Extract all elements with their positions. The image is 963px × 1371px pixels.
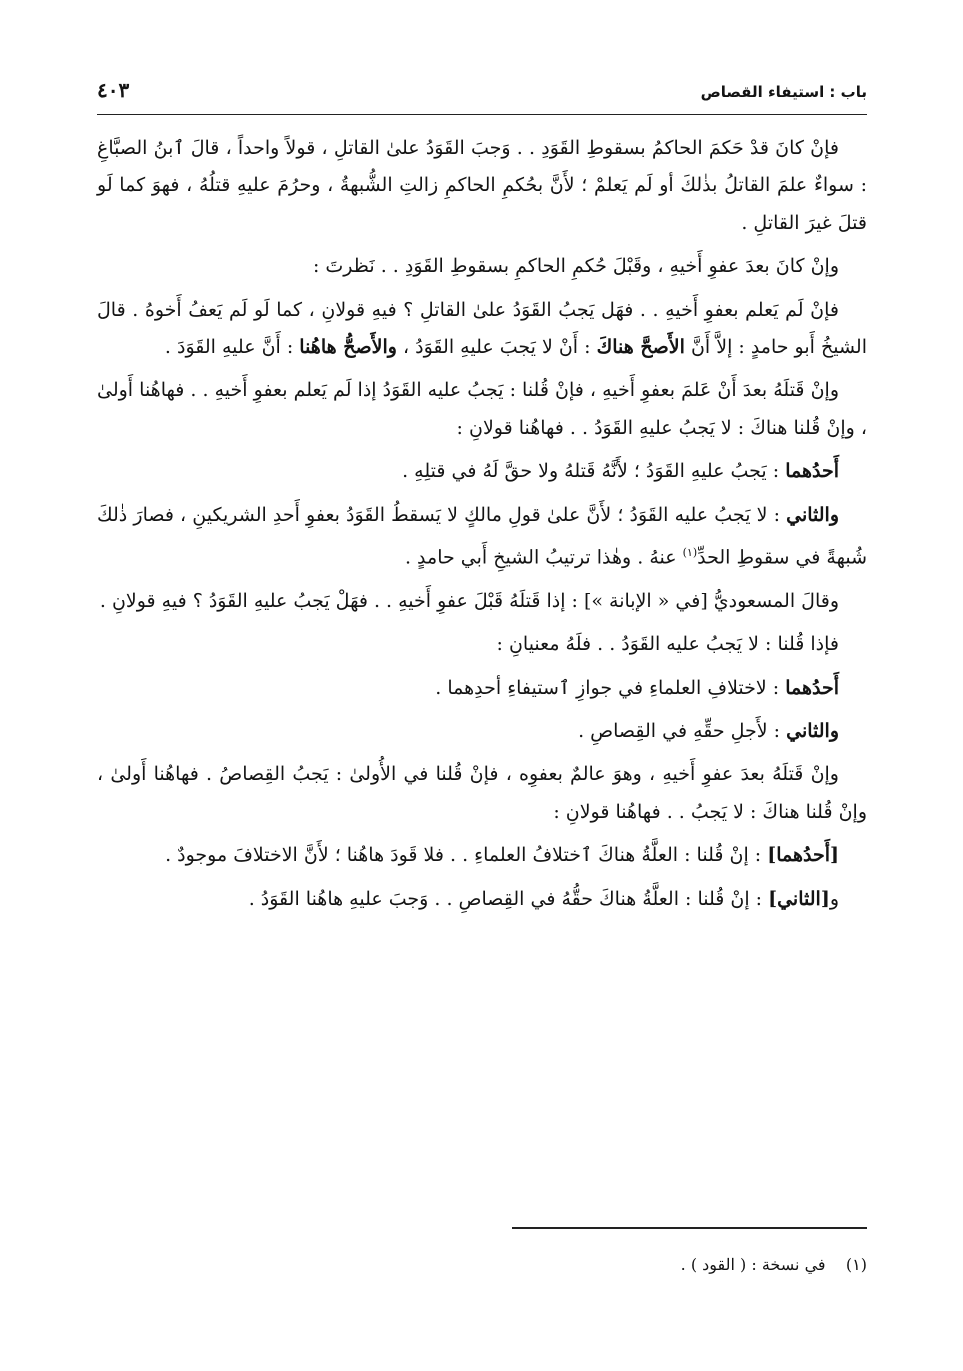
bold-term: أَحدُهما [785, 676, 839, 699]
paragraph-text: فإنْ لَم يَعلم بعفوِ أَخيهِ . . فهَل يَجبُ القَوَدُ علىٰ القاتلِ ؟ فيهِ قولانِ ، كما لَو لَم يَعفُ أَخوهُ . قالَ الشيخُ أَبو حامدٍ : إلاَّ أَنَّ [97, 298, 867, 359]
footnote-reference[interactable]: (١) [682, 546, 698, 560]
bold-term: والأَصحُّ هاهُنا [299, 336, 397, 359]
bold-term: الأَصحَّ هناكَ [596, 336, 685, 359]
paragraph [97, 837, 867, 874]
page-body [97, 130, 867, 918]
paragraph-text: : لا يَجبُ عليه القَوَدُ ؛ لأَنَّ علىٰ قولِ مالكٍ لا يَسقطُ القَوَدُ بعفوِ أَحدِ الشريكينِ ، فصارَ ذٰلكَ شُبهةً في سقوطِ الحدِّ [97, 503, 867, 569]
bold-term: [أَحدُهما] [767, 844, 839, 867]
header-rule [97, 114, 867, 115]
running-header [97, 78, 867, 112]
paragraph-with-bold [97, 292, 867, 367]
paragraph-text: : لاختلافِ العلماءِ في جوازِ ٱستيفاءِ أحدِهما . [435, 676, 786, 699]
paragraph-text: : إنْ قُلنا : العلَّةُ هناكَ ٱختلافُ العلماءِ . . فلا قَودَ هاهُنا ؛ لأَنَّ الاختلافَ موجودٌ . [165, 844, 768, 867]
bold-term: أَحدُهما [785, 460, 839, 483]
paragraph: وإنْ قَتلَهُ بعدَ عفوِ أَخيهِ ، وهوَ عالمٌ بعفوِه ، فإنْ قُلنا في الأُولىٰ : يَجبُ القِصاصُ . فهاهُنا أَولىٰ ، وإنْ قُلنا هناكَ : لا يَجبُ . . فهاهُنا قولانِ : [97, 763, 867, 823]
paragraph-text: : يَجبُ عليهِ القَوَدُ ؛ لأَنَّهُ قَتلهُ ولا حقَّ لَهُ في قتلِهِ . [402, 460, 786, 483]
bold-term: والثاني [786, 720, 839, 743]
bold-term: والثاني [786, 503, 839, 526]
paragraph [97, 713, 867, 750]
paragraph [97, 497, 867, 577]
footnote [681, 1253, 867, 1277]
footnote-marker: (١) [845, 1255, 867, 1274]
paragraph: فإذا قُلنا : لا يَجبُ عليه القَوَدُ . . فلَهُ معنيانِ : [496, 633, 839, 656]
paragraph-text: : أَنَّ عليهِ القَوَدَ . [164, 336, 300, 359]
paragraph [97, 881, 867, 918]
footnote-text: في نسخة : ( القود ) . [680, 1255, 826, 1274]
page-number: ٤٠٣ [97, 78, 130, 102]
footnote-rule [512, 1227, 867, 1229]
bold-term: [الثاني] [768, 887, 830, 910]
paragraph [97, 670, 867, 707]
paragraph-text: و [829, 887, 839, 910]
page [97, 78, 867, 1308]
paragraph-text: : إنْ قُلنا : العلَّةُ هناكَ حقُّهُ في القِصاصِ . . وَجبَ عليهِ هاهُنا القَوَدُ . [248, 887, 769, 910]
paragraph: فإنْ كانَ قدْ حَكمَ الحاكمُ بسقوطِ القَوَدِ . . وَجبَ القَوَدُ علىٰ القاتلِ ، قولاً واحداً ، قالَ ٱبنُ الصبَّاغِ : سواءٌ علمَ القاتلُ بذٰلكَ أو لَم يَعلمْ ؛ لأَنَّ بحُكمِ الحاكمِ زالتِ الشُّبهةُ ، وحرُمَ عليهِ قتلُهُ ، فهوَ كما لَو قتلَ غيرَ القاتلِ . [97, 137, 867, 234]
paragraph: وإنْ قَتلَهُ بعدَ أَنْ عَلمَ بعفوِ أَخيهِ ، فإنْ قُلنا : يَجبُ عليه القَوَدُ إذا لَم يَعلم بعفوِ أَخيهِ . . فهاهُنا أَولىٰ ، وإنْ قُلنا هناكَ : لا يَجبُ عليهِ القَوَدُ . . فهاهُنا قولانِ : [97, 379, 867, 439]
paragraph-text: : لأَجلِ حقِّهِ في القِصاصِ . [578, 720, 787, 743]
paragraph: وإنْ كانَ بعدَ عفوِ أَخيهِ ، وقَبْلَ حُكمِ الحاكمِ بسقوطِ القَوَدِ . . نَظرتَ : [312, 255, 839, 278]
paragraph-text: عنهُ . وهٰذا ترتيبُ الشيخِ أَبي حامدٍ . [404, 546, 683, 569]
chapter-title: باب : استيفاء القصاص [700, 83, 867, 101]
paragraph: وقالَ المسعوديُّ [في « الإبانة »] : إذا قَتلَهُ قَبْلَ عفوِ أَخيهِ . . فهَلْ يَجبُ عليهِ القَوَدُ ؟ فيهِ قولانِ . [99, 589, 839, 612]
paragraph-text: : أَنْ لا يَجبَ عليهِ القَوَدُ ، [396, 336, 597, 359]
paragraph [97, 453, 867, 490]
